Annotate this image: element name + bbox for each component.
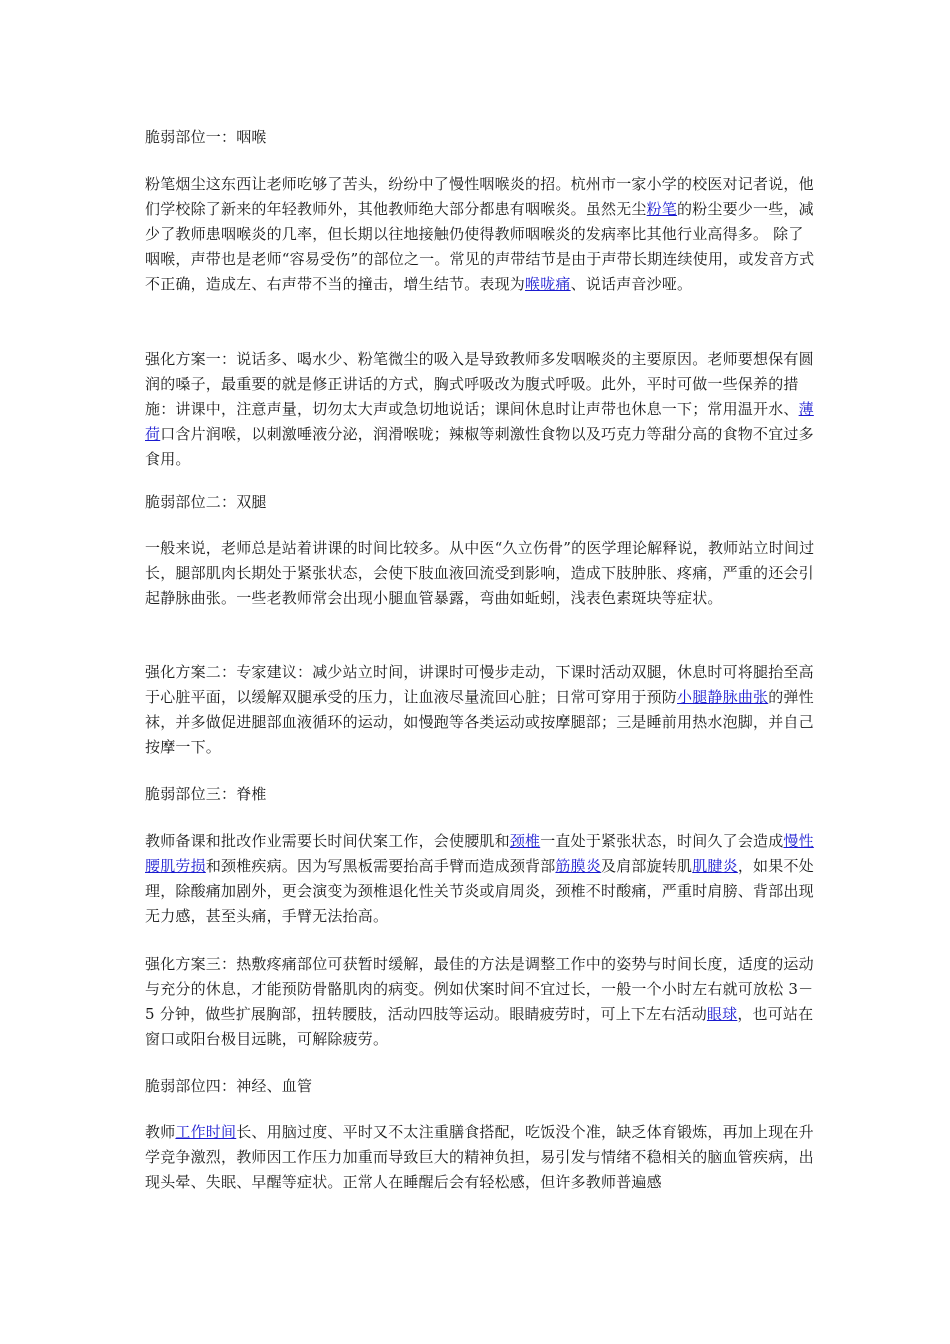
section-heading-throat <box>145 125 815 150</box>
text-run: 教师 <box>145 1123 176 1141</box>
text-run: 一般来说，老师总是站着讲课的时间比较多。从中医“久立伤骨”的医学理论解释说，教师站立时间过长，腿部肌肉长期处于紧张状态，会使下肢血液回流受到影响，造成下肢肿胀、疼痛，严重的还会引起静脉曲张。一些老教师常会出现小腿血管暴露，弯曲如蚯蚓，浅表色素斑块等症状。 <box>145 539 815 607</box>
text-run: 长、用脑过度、平时又不太注重膳食搭配，吃饭没个准，缺乏体育锻炼，再加上现在升学竞争激烈，教师因工作压力加重而导致巨大的精神负担，易引发与情绪不稳相关的脑血管疾病，出现头晕、失眠、早醒等症状。正常人在睡醒后会有轻松感，但许多教师普遍感 <box>145 1123 814 1191</box>
text-run: 强化方案三：热敷疼痛部位可获暂时缓解，最佳的方法是调整工作中的姿势与时间长度，适度的运动与充分的休息，才能预防骨骼肌肉的病变。例如伏案时间不宜过长，一般一个小时左右就可放松 3－5 分钟，做些扩展胸部，扭转腰肢，活动四肢等运动。眼睛疲劳时，可上下左右活动 <box>145 955 814 1023</box>
inline-link[interactable]: 筋膜炎 <box>555 857 602 875</box>
inline-link[interactable]: 薄荷 <box>145 400 814 443</box>
paragraph-solution-one <box>145 347 815 472</box>
paragraph-solution-three <box>145 952 815 1052</box>
text-run: 强化方案一：说话多、喝水少、粉笔微尘的吸入是导致教师多发咽喉炎的主要原因。老师要想保有圆润的嗓子，最重要的就是修正讲话的方式，胸式呼吸改为腹式呼吸。此外，平时可做一些保养的措施：讲课中，注意声量，切勿太大声或急切地说话；课间休息时让声带也休息一下；常用温开水、 <box>145 350 814 418</box>
paragraph-solution-two <box>145 660 815 760</box>
inline-link[interactable]: 粉笔 <box>646 200 678 218</box>
text-run: 和颈椎疾病。因为写黑板需要抬高手臂而造成颈背部 <box>205 857 556 875</box>
text-run: ，如果不处理，除酸痛加剧外，更会演变为颈椎退化性关节炎或肩周炎，颈椎不时酸痛，严重时肩膀、背部出现无力感，甚至头痛，手臂无法抬高。 <box>145 857 814 925</box>
section-heading-legs <box>145 490 815 515</box>
section-heading-nerves <box>145 1074 815 1099</box>
inline-link[interactable]: 工作时间 <box>175 1123 237 1141</box>
inline-link[interactable]: 颈椎 <box>509 832 541 850</box>
text-run: 一直处于紧张状态，时间久了会造成 <box>540 832 784 850</box>
paragraph-spine-description <box>145 829 815 929</box>
text-run: 脆弱部位四：神经、血管 <box>145 1077 313 1095</box>
inline-link[interactable]: 小腿静脉曲张 <box>677 688 769 706</box>
text-run: 的粉尘要少一些，减少了教师患咽喉炎的几率，但长期以往地接触仍使得教师咽喉炎的发病率比其他行业高得多。 除了咽喉，声带也是老师“容易受伤”的部位之一。常见的声带结节是由于声带长期连续使用，或发音方式不正确，造成左、右声带不当的撞击，增生结节。表现为 <box>145 200 815 293</box>
text-run: 口含片润喉，以刺激唾液分泌，润滑喉咙；辣椒等刺激性食物以及巧克力等甜分高的食物不宜过多食用。 <box>145 425 814 468</box>
inline-link[interactable]: 慢性腰肌劳损 <box>145 832 814 875</box>
text-run: 脆弱部位一：咽喉 <box>145 128 267 146</box>
text-run: 脆弱部位三：脊椎 <box>145 785 267 803</box>
text-run: 、说话声音沙哑。 <box>570 275 693 293</box>
inline-link[interactable]: 眼球 <box>706 1005 738 1023</box>
text-run: 粉笔烟尘这东西让老师吃够了苦头，纷纷中了慢性咽喉炎的招。杭州市一家小学的校医对记者说，他们学校除了新来的年轻教师外，其他教师绝大部分都患有咽喉炎。虽然无尘 <box>145 175 814 218</box>
text-run: 的弹性袜，并多做促进腿部血液循环的运动，如慢跑等各类运动或按摩腿部；三是睡前用热水泡脚，并自己按摩一下。 <box>145 688 814 756</box>
inline-link[interactable]: 肌腱炎 <box>692 857 738 875</box>
paragraph-throat-description <box>145 172 815 297</box>
text-run: 及肩部旋转肌 <box>601 857 693 875</box>
text-run: 脆弱部位二：双腿 <box>145 493 267 511</box>
text-run: 教师备课和批改作业需要长时间伏案工作，会使腰肌和 <box>145 832 510 850</box>
section-heading-spine <box>145 782 815 807</box>
paragraph-legs-description <box>145 536 815 611</box>
text-run: ，也可站在窗口或阳台极目远眺，可解除疲劳。 <box>145 1005 814 1048</box>
text-run: 强化方案二：专家建议：减少站立时间，讲课时可慢步走动，下课时活动双腿，休息时可将腿抬至高于心脏平面，以缓解双腿承受的压力，让血液尽量流回心脏；日常可穿用于预防 <box>145 663 814 706</box>
paragraph-nerves-description <box>145 1120 815 1195</box>
inline-link[interactable]: 喉咙痛 <box>525 275 571 293</box>
